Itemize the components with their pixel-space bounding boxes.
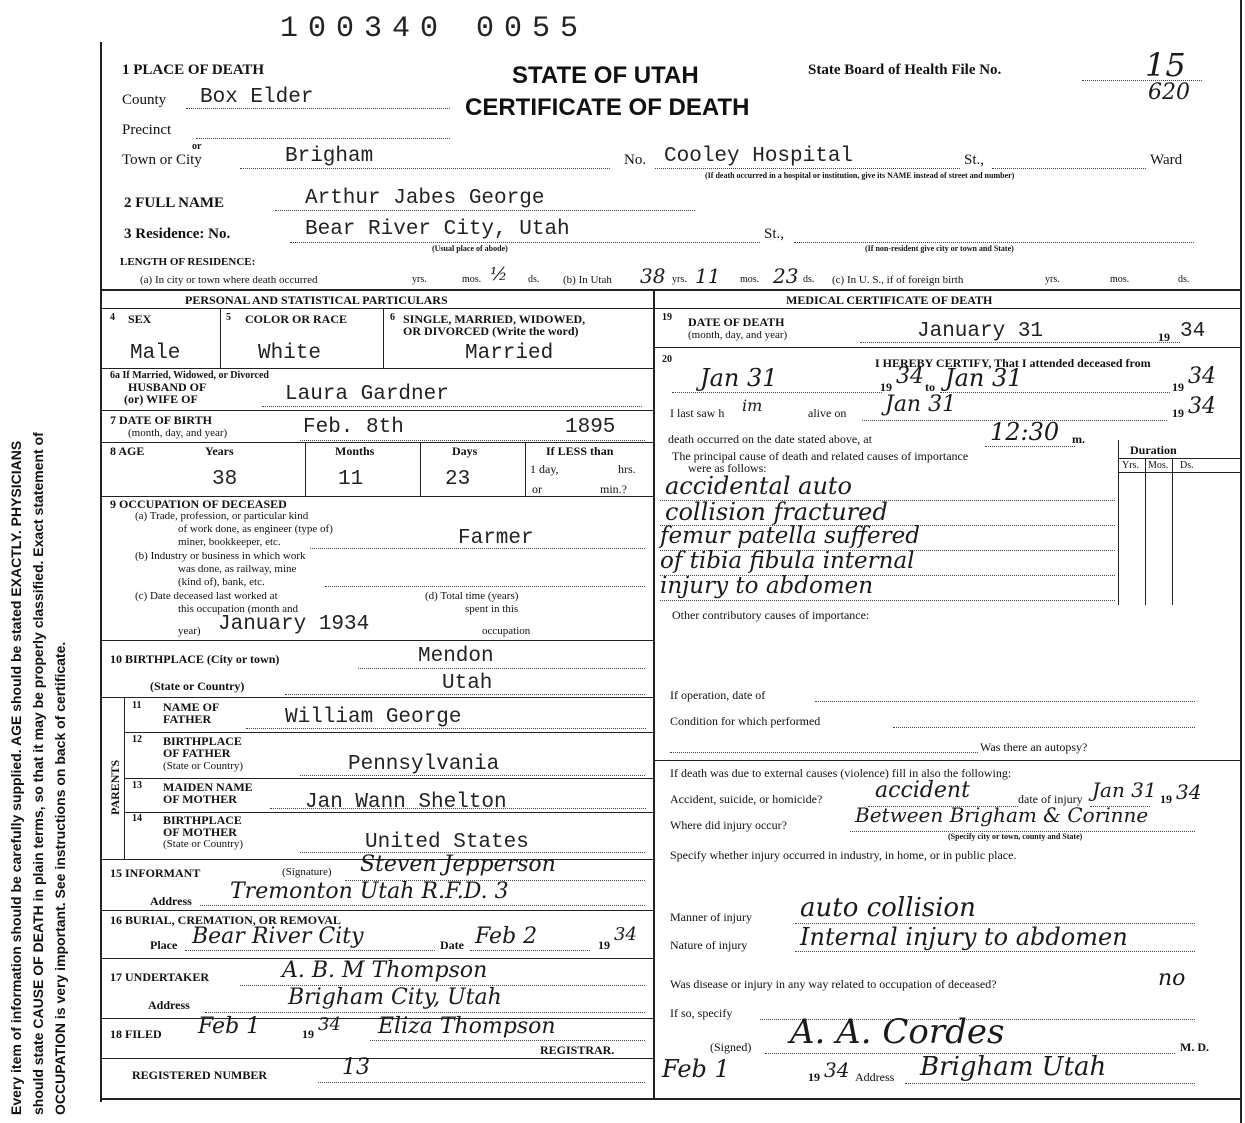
length-city-yrs: yrs. (412, 274, 427, 285)
row-10-rule (100, 640, 653, 641)
where-value: Between Brigham & Corinne (855, 803, 1149, 827)
age-years-value: 38 (212, 468, 238, 491)
informant-label: 15 INFORMANT (110, 866, 201, 880)
death-time-m: m. (1072, 432, 1085, 446)
death-date-num: 19 (662, 312, 672, 323)
certify-to-year-prefix: 19 (1172, 380, 1184, 394)
parents-label: PARENTS (108, 759, 122, 815)
mother-name: Jan Wann Shelton (305, 791, 507, 814)
undertaker-address: Brigham City, Utah (288, 985, 502, 1010)
file-number: 15 (1145, 46, 1186, 84)
filed-top-rule (100, 1018, 653, 1019)
burial-year: 34 (614, 924, 637, 945)
duration-head-rule (1118, 472, 1240, 473)
certify-from-date: Jan 31 (700, 364, 778, 392)
column-divider (653, 289, 655, 1099)
burial-date: Feb 2 (475, 924, 538, 949)
undertaker-address-line (205, 1012, 645, 1013)
dob-label-2: (month, day, and year) (128, 427, 228, 439)
duration-ds: Ds. (1180, 460, 1194, 471)
death-year: 34 (1180, 320, 1206, 343)
duration-yrs: Yrs. (1122, 460, 1139, 471)
certify-from-year-prefix: 19 (880, 380, 892, 394)
where-label: Where did injury occur? (670, 818, 787, 832)
sign-date: Feb 1 (662, 1055, 730, 1083)
outer-border-left (100, 42, 102, 1102)
residence-st-label: St., (764, 226, 785, 242)
medical-header: MEDICAL CERTIFICATE OF DEATH (786, 293, 993, 307)
father-num: 11 (132, 700, 142, 711)
age-months-value: 11 (338, 468, 364, 491)
burial-place-line (185, 950, 435, 951)
serial-number: 100340 0055 (280, 12, 589, 46)
length-us-mos: mos. (1110, 274, 1130, 285)
duration-mos: Mos. (1148, 460, 1169, 471)
sex-divider (220, 308, 221, 368)
mother-birthplace: United States (365, 831, 529, 854)
age-or-label: or (532, 482, 542, 496)
father-birthplace: Pennsylvania (348, 753, 500, 776)
operation-label: If operation, date of (670, 688, 766, 702)
residence-st-line (794, 242, 1194, 243)
length-us-ds: ds. (1178, 274, 1190, 285)
sign-year: 34 (824, 1058, 850, 1082)
length-us-label: (c) In U. S., if of foreign birth (832, 274, 964, 286)
street-no-line (655, 168, 960, 169)
spouse-label-1: 6a If Married, Widowed, or Divorced (110, 370, 269, 381)
death-year-prefix: 19 (1158, 330, 1170, 344)
dob-year: 1895 (565, 416, 616, 439)
birthplace-label: 10 BIRTHPLACE (City or town) (110, 652, 280, 666)
death-date-label: DATE OF DEATH (688, 315, 785, 329)
father-name: William George (285, 706, 462, 729)
section-top-rule (100, 289, 1240, 291)
cause-line-5 (660, 600, 1115, 601)
condition-line (893, 727, 1195, 728)
manner-value: auto collision (800, 893, 976, 923)
father-bp-label-1: BIRTHPLACE (163, 734, 242, 748)
operation-line (815, 701, 1195, 702)
precinct-label: Precinct (122, 122, 172, 138)
cause-text-4: of tibia fibula internal (660, 548, 915, 574)
occupation-value: Farmer (458, 527, 534, 550)
length-city-label: (a) In city or town where death occurred (140, 274, 318, 286)
filed-date: Feb 1 (198, 1014, 261, 1039)
disease-value: no (1158, 966, 1186, 991)
certify-from-year: 34 (896, 364, 924, 389)
informant-address: Tremonton Utah R.F.D. 3 (230, 879, 509, 904)
father-name-label-2: FATHER (163, 712, 212, 726)
occupation-c1: (c) Date deceased last worked at (135, 590, 278, 602)
race-label: COLOR OR RACE (245, 312, 348, 326)
residence-label: 3 Residence: No. (124, 226, 231, 242)
where-note: (Specify city or town, county and State) (948, 832, 1083, 841)
death-date-sub: (month, day, and year) (688, 329, 788, 341)
length-city-ds: ds. (528, 274, 540, 285)
certify-to-line (940, 392, 1170, 393)
sex-num: 4 (110, 312, 115, 323)
spouse-value: Laura Gardner (285, 383, 449, 406)
form-state: STATE OF UTAH (512, 62, 699, 89)
length-us-yrs: yrs. (1045, 274, 1060, 285)
birthplace-city: Mendon (418, 645, 494, 668)
ward-label: Ward (1150, 152, 1183, 168)
occupation-d2: spent in this (465, 603, 519, 615)
filed-line (370, 1040, 645, 1041)
autopsy-line (670, 752, 978, 753)
sex-label: SEX (128, 312, 152, 326)
residence-line (290, 242, 760, 243)
signed-label: (Signed) (710, 1040, 752, 1054)
certify-to-date: Jan 31 (945, 364, 1023, 392)
occurred-label: death occurred on the date stated above, at (668, 432, 872, 446)
form-title: CERTIFICATE OF DEATH (465, 94, 750, 121)
age-label: 8 AGE (110, 444, 145, 458)
nature-line (795, 951, 1195, 952)
dob-label-1: 7 DATE OF BIRTH (110, 413, 212, 427)
length-city-mos: ½ (490, 264, 508, 285)
cause-text-2: collision fractured (665, 498, 888, 526)
certify-label: I HEREBY CERTIFY, That I attended deceased from (875, 356, 1151, 370)
registered-line (318, 1082, 645, 1083)
dob-value: Feb. 8th (303, 416, 404, 439)
nature-label: Nature of injury (670, 938, 748, 952)
md-label: M. D. (1180, 1040, 1209, 1054)
length-utah-mos-label: mos. (740, 274, 760, 285)
other-causes-label: Other contributory causes of importance: (672, 608, 870, 622)
marital-label-1: SINGLE, MARRIED, WIDOWED, (403, 312, 586, 326)
mother-bp-label-2: OF MOTHER (163, 825, 237, 839)
duration-div-1 (1145, 458, 1146, 605)
sign-year-prefix: 19 (808, 1070, 820, 1084)
side-note-line-2: should state CAUSE OF DEATH in plain terms, so that it may be properly classified. Exact statement of (30, 432, 46, 1115)
informant-address-line (200, 905, 645, 906)
length-utah-mos: 11 (695, 264, 721, 288)
alive-label: alive on (808, 406, 847, 420)
mother-top-rule (124, 778, 653, 779)
ifso-label: If so, specify (670, 1006, 733, 1020)
section-header-rule (100, 308, 1240, 309)
age-min-label: min.? (600, 482, 627, 496)
race-value: White (258, 342, 322, 365)
marital-num: 6 (390, 312, 395, 323)
county-label: County (122, 92, 167, 108)
hospital-value: Cooley Hospital (664, 145, 854, 168)
marital-value: Married (465, 342, 554, 365)
filed-year: 34 (318, 1014, 341, 1035)
death-time: 12:30 (990, 418, 1060, 446)
burial-label: 16 BURIAL, CREMATION, OR REMOVAL (110, 913, 341, 927)
industry-line (325, 586, 645, 587)
town-line (240, 168, 610, 169)
age-div-1 (305, 442, 306, 496)
birthplace-state-label: (State or Country) (150, 679, 245, 693)
injury-year: 34 (1176, 780, 1202, 804)
duration-box-left (1118, 440, 1119, 605)
time-line (985, 446, 1075, 447)
last-saw-label: I last saw h (670, 406, 725, 420)
outer-border-right (1240, 0, 1242, 1123)
non-resident-note: (If non-resident give city or town and State) (865, 244, 1014, 253)
injury-year-prefix: 19 (1160, 792, 1172, 806)
mother-bp-label-1: BIRTHPLACE (163, 813, 242, 827)
occupation-a2: of work done, as engineer (type of) (178, 523, 333, 535)
manner-label: Manner of injury (670, 910, 752, 924)
burial-place-label: Place (150, 938, 178, 952)
death-date-value: January 31 (917, 320, 1044, 343)
length-utah-ds-label: ds. (803, 274, 815, 285)
alive-date: Jan 31 (885, 392, 957, 417)
informant-signature: Steven Jepperson (360, 852, 556, 877)
county-value: Box Elder (200, 86, 314, 109)
nature-value: Internal injury to abdomen (800, 923, 1128, 951)
race-num: 5 (226, 312, 231, 323)
full-name-label: 2 FULL NAME (124, 195, 225, 211)
spouse-label-2: HUSBAND OF (128, 380, 207, 394)
informant-address-label: Address (150, 894, 192, 908)
cause-text-1: accidental auto (665, 472, 853, 500)
sign-address-label: Address (855, 1070, 895, 1084)
certify-top-rule (653, 347, 1240, 348)
street-no-label: No. (624, 152, 647, 168)
file-number-label: State Board of Health File No. (808, 62, 1002, 78)
registered-top-rule (100, 1058, 653, 1059)
dob-line (300, 440, 645, 441)
occupation-d1: (d) Total time (years) (425, 590, 519, 602)
length-utah-yrs: 38 (640, 264, 666, 288)
cause-text-3: femur patella suffered (660, 523, 920, 549)
undertaker-address-label: Address (148, 998, 190, 1012)
parents-top-rule (100, 697, 653, 698)
usual-place-note: (Usual place of abode) (432, 244, 508, 253)
bottom-rule (100, 1098, 1240, 1100)
residence-value: Bear River City, Utah (305, 218, 570, 241)
mother-bp-num: 14 (132, 813, 142, 824)
row-8-rule (100, 442, 653, 443)
sex-value: Male (130, 342, 181, 365)
occupation-c2: this occupation (month and (178, 603, 299, 615)
length-city-mos-label: mos. (462, 274, 482, 285)
informant-sig-label: (Signature) (282, 866, 332, 878)
physician-signature: A. A. Cordes (790, 1012, 1005, 1052)
sign-address: Brigham Utah (920, 1052, 1107, 1082)
undertaker-value: A. B. M Thompson (282, 958, 488, 983)
injury-date: Jan 31 (1092, 778, 1157, 802)
full-name-line (275, 210, 695, 211)
occupation-a1: (a) Trade, profession, or particular kind (135, 510, 309, 522)
disease-label: Was disease or injury in any way related to occupation of deceased? (670, 977, 997, 991)
burial-place: Bear River City (192, 924, 364, 949)
occupation-b3: (kind of), bank, etc. (178, 576, 265, 588)
age-months-label: Months (335, 444, 375, 458)
filed-year-prefix: 19 (302, 1027, 314, 1041)
length-residence-label: LENGTH OF RESIDENCE: (120, 256, 256, 268)
registrar-signature: Eliza Thompson (378, 1014, 556, 1039)
spouse-line (262, 406, 642, 407)
registrar-label: REGISTRAR. (540, 1043, 615, 1057)
cause-label-2: were as follows: (688, 461, 767, 475)
duration-top-rule (1118, 458, 1240, 459)
age-days-label: Days (452, 444, 478, 458)
registered-number: 13 (342, 1055, 370, 1080)
father-rule (124, 732, 653, 733)
town-value: Brigham (285, 145, 374, 168)
length-utah-label: (b) In Utah (563, 274, 612, 286)
certify-to-year: 34 (1188, 364, 1216, 389)
birthplace-line (358, 668, 645, 669)
ward-line (992, 168, 1146, 169)
spouse-label-3: (or) WIFE OF (124, 392, 198, 406)
age-hrs-label: hrs. (618, 462, 636, 476)
specify-label: Specify whether injury occurred in industry, in home, or in public place. (670, 848, 1017, 862)
or-label: or (192, 141, 202, 152)
certify-from-line (672, 392, 882, 393)
cause-label-1: The principal cause of death and related causes of importance (672, 449, 969, 463)
filed-label: 18 FILED (110, 1027, 162, 1041)
father-bp-label-3: (State or Country) (163, 760, 244, 772)
age-years-label: Years (205, 444, 234, 458)
occupation-c3: year) (178, 625, 201, 637)
row-7-rule (100, 410, 653, 411)
burial-date-label: Date (440, 938, 464, 952)
side-note-line-1: Every item of information should be carefully supplied. AGE should be stated EXACTLY. PHYSICIANS (8, 440, 24, 1115)
autopsy-label: Was there an autopsy? (980, 740, 1088, 754)
burial-date-line (470, 950, 590, 951)
occupation-a3: miner, bookkeeper, etc. (178, 536, 281, 548)
occupation-d3: occupation (482, 625, 531, 637)
occupation-b2: was done, as railway, mine (178, 563, 297, 575)
father-name-label-1: NAME OF (163, 700, 220, 714)
father-bp-label-2: OF FATHER (163, 746, 231, 760)
accident-label: Accident, suicide, or homicide? (670, 792, 823, 806)
mother-num: 13 (132, 780, 142, 791)
precinct-line (196, 138, 450, 139)
registered-label: REGISTERED NUMBER (132, 1068, 268, 1082)
cause-text-5: injury to abdomen (660, 573, 874, 599)
occupation-label: 9 OCCUPATION OF DECEASED (110, 497, 287, 511)
accident-value: accident (875, 778, 970, 803)
town-label: Town or City (122, 152, 202, 168)
personal-header: PERSONAL AND STATISTICAL PARTICULARS (185, 293, 448, 307)
file-number-sub: 620 (1148, 80, 1190, 105)
place-of-death-label: 1 PLACE OF DEATH (122, 62, 265, 78)
external-top-rule (653, 760, 1240, 761)
condition-label: Condition for which performed (670, 714, 821, 728)
age-div-3 (525, 442, 526, 496)
alive-year: 34 (1188, 394, 1216, 419)
age-less-label: If LESS than (546, 444, 614, 458)
mother-name-label-1: MAIDEN NAME (163, 780, 253, 794)
full-name-value: Arthur Jabes George (305, 187, 545, 210)
occupation-date: January 1934 (218, 613, 370, 636)
marital-label-2: OR DIVORCED (Write the word) (403, 324, 579, 338)
certify-num: 20 (662, 354, 672, 365)
age-days-value: 23 (445, 468, 471, 491)
row-6a-rule (100, 368, 653, 369)
side-note-line-3: OCCUPATION is very important. See instructions on back of certificate. (52, 641, 68, 1115)
burial-top-rule (100, 910, 653, 911)
external-label: If death was due to external causes (violence) fill in also the following: (670, 766, 1012, 780)
duration-div-2 (1172, 458, 1173, 605)
injury-date-label: date of injury (1018, 792, 1083, 806)
age-day-label: 1 day, (530, 462, 559, 476)
alive-year-prefix: 19 (1172, 406, 1184, 420)
undertaker-label: 17 UNDERTAKER (110, 970, 210, 984)
street-label: St., (964, 152, 985, 168)
mother-name-label-2: OF MOTHER (163, 792, 237, 806)
father-bp-num: 12 (132, 734, 142, 745)
certify-to-label: to (925, 380, 935, 394)
birthplace-state: Utah (442, 672, 493, 695)
length-utah-ds: 23 (773, 264, 799, 288)
duration-label: Duration (1130, 443, 1177, 457)
mother-bp-label-3: (State or Country) (163, 838, 244, 850)
race-divider (383, 308, 384, 368)
age-div-2 (420, 442, 421, 496)
sign-address-line (905, 1083, 1195, 1084)
hospital-note: (If death occurred in a hospital or institution, give its NAME instead of street and number) (705, 171, 1015, 180)
last-saw-value: im (742, 396, 763, 415)
burial-year-prefix: 19 (598, 938, 610, 952)
occupation-b1: (b) Industry or business in which work (135, 550, 306, 562)
length-utah-yrs-label: yrs. (672, 274, 687, 285)
